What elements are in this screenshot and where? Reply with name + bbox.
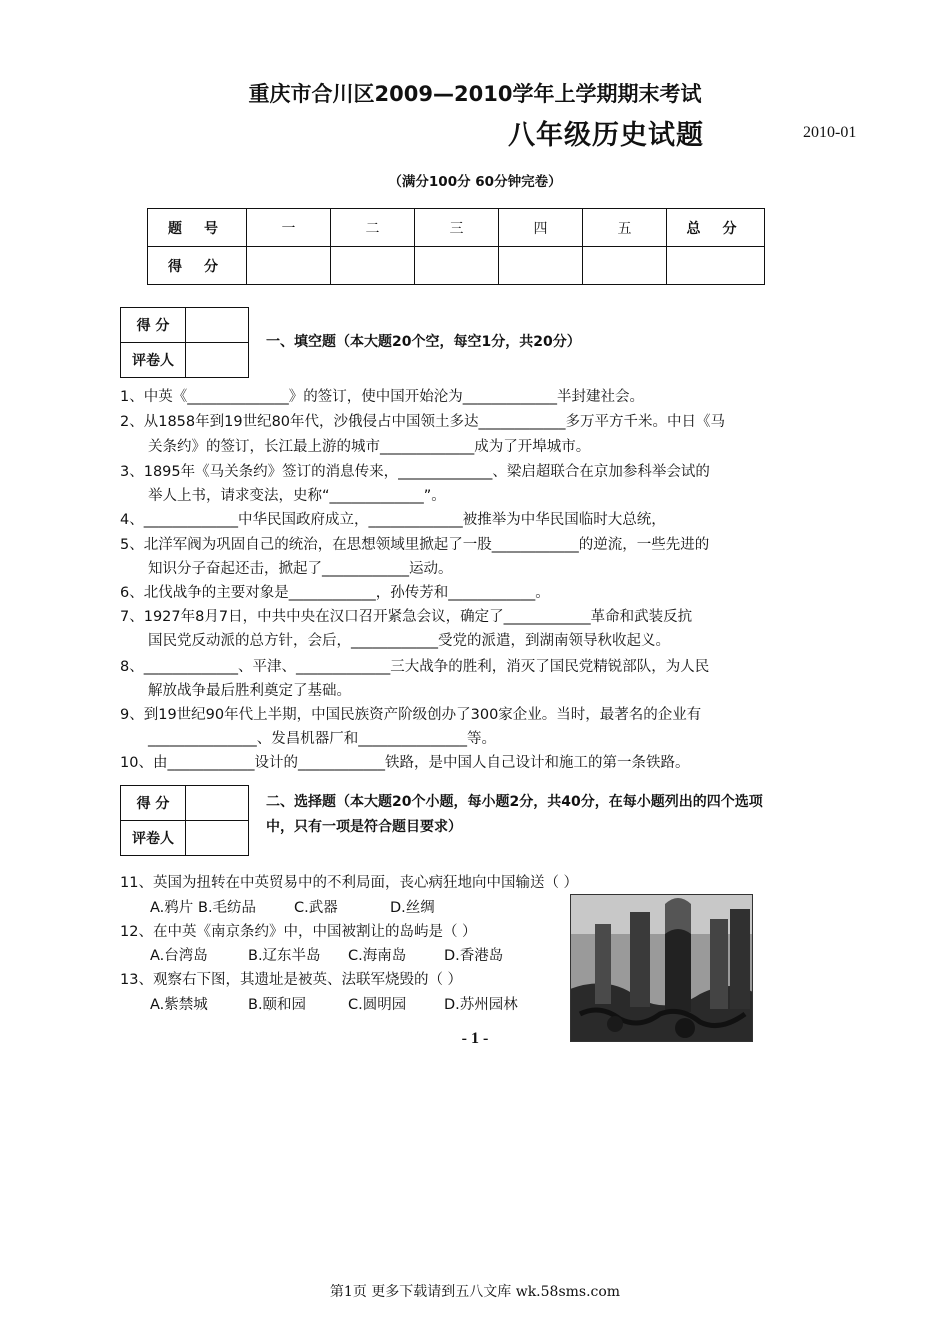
question-line: 举人上书，请求变法，史称“_____________”。 <box>148 488 446 504</box>
page-number: - 1 - <box>461 1030 489 1047</box>
question-line: 3、1895年《马关条约》签订的消息传来，_____________、梁启超联合在京加参科举会试的 <box>120 464 710 480</box>
question-line: 8、_____________、平津、_____________三大战争的胜利，消灭了国民党精锐部队，为人民 <box>120 659 710 675</box>
page-footer: 第1页 更多下载请到五八文库 wk.58sms.com <box>329 1284 621 1300</box>
score-table-score-row <box>148 247 765 285</box>
grader-box-input[interactable] <box>186 821 249 856</box>
score-table-header-row <box>148 209 765 247</box>
score-input-cell[interactable] <box>331 247 415 285</box>
question-line: 7、1927年8月7日，中共中央在汉口召开紧急会议，确定了____________革命和武装反抗 <box>120 609 693 625</box>
score-table-cell: 二 <box>331 209 415 247</box>
question-line: 10、由____________设计的____________铁路，是中国人自己设计和施工的第一条铁路。 <box>120 755 690 771</box>
grader-box-label: 评卷人 <box>121 343 186 378</box>
grader-box-input[interactable] <box>186 343 249 378</box>
question-line: 4、_____________中华民国政府成立，_____________被推举为中华民国临时大总统， <box>120 512 666 528</box>
score-input-cell[interactable] <box>583 247 667 285</box>
score-table-cell: 一 <box>247 209 331 247</box>
option-c[interactable]: C.圆明园 <box>348 997 407 1013</box>
score-table-cell: 三 <box>415 209 499 247</box>
question-line: 6、北伐战争的主要对象是____________，孙传芳和____________。 <box>120 585 550 601</box>
section1-heading: 一、填空题（本大题20个空，每空1分，共20分） <box>266 334 581 350</box>
score-table <box>147 208 765 285</box>
question-line: 国民党反动派的总方针，会后，____________受党的派遣，到湖南领导秋收起义。 <box>148 633 670 649</box>
score-input-cell[interactable] <box>499 247 583 285</box>
option-a[interactable]: A.鸦片 <box>150 900 194 916</box>
question-line: 2、从1858年到19世纪80年代，沙俄侵占中国领土多达____________多万平方千米。中日《马 <box>120 414 726 430</box>
question-line: 1、中英《______________》的签订，使中国开始沦为_____________半封建社会。 <box>120 389 644 405</box>
option-a[interactable]: A.紫禁城 <box>150 997 208 1013</box>
score-input-cell[interactable] <box>247 247 331 285</box>
full-score-note: （满分100分 60分钟完卷） <box>388 174 562 190</box>
score-table-cell: 得分 <box>148 247 247 285</box>
grader-box-label: 得 分 <box>121 786 186 821</box>
option-a[interactable]: A.台湾岛 <box>150 948 208 964</box>
option-b[interactable]: B.辽东半岛 <box>248 948 321 964</box>
option-d[interactable]: D.香港岛 <box>444 948 504 964</box>
question-line: 9、到19世纪90年代上半期，中国民族资产阶级创办了300家企业。当时，最著名的企业有 <box>120 707 702 723</box>
option-b[interactable]: B.颐和园 <box>248 997 307 1013</box>
option-b[interactable]: B.毛纺品 <box>198 900 257 916</box>
ruins-photo <box>570 894 753 1042</box>
grader-box-input[interactable] <box>186 786 249 821</box>
question-line: 5、北洋军阀为巩固自己的统治，在思想领域里掀起了一股____________的逆流，一些先进的 <box>120 537 710 553</box>
option-d[interactable]: D.丝绸 <box>390 900 435 916</box>
option-c[interactable]: C.武器 <box>294 900 338 916</box>
question-line: 知识分子奋起还击，掀起了____________运动。 <box>148 561 453 577</box>
score-table-cell: 题号 <box>148 209 247 247</box>
score-table-cell: 四 <box>499 209 583 247</box>
question-line: 解放战争最后胜利奠定了基础。 <box>148 683 351 699</box>
question-options <box>150 993 518 1014</box>
score-table-cell: 总分 <box>667 209 765 247</box>
exam-date: 2010-01 <box>803 124 857 141</box>
question-stem: 13、观察右下图，其遗址是被英、法联军烧毁的（ ） <box>120 972 463 988</box>
grader-box-label: 评卷人 <box>121 821 186 856</box>
grader-box-section2 <box>120 785 249 856</box>
question-line: _______________、发昌机器厂和_______________等。 <box>148 731 496 747</box>
grader-box-label: 得 分 <box>121 308 186 343</box>
option-c[interactable]: C.海南岛 <box>348 948 407 964</box>
score-input-cell[interactable] <box>667 247 765 285</box>
question-options <box>150 896 435 917</box>
question-options <box>150 944 503 965</box>
option-d[interactable]: D.苏州园林 <box>444 997 518 1013</box>
question-line: 关条约》的签订，长江最上游的城市_____________成为了开埠城市。 <box>148 439 591 455</box>
grader-box-input[interactable] <box>186 308 249 343</box>
question-stem: 12、在中英《南京条约》中，中国被割让的岛屿是（ ） <box>120 924 477 940</box>
score-table-cell: 五 <box>583 209 667 247</box>
exam-subtitle: 八年级历史试题 <box>508 120 704 151</box>
score-input-cell[interactable] <box>415 247 499 285</box>
question-stem: 11、英国为扭转在中英贸易中的不利局面，丧心病狂地向中国输送（ ） <box>120 875 579 891</box>
exam-title: 重庆市合川区2009—2010学年上学期期末考试 <box>248 82 702 106</box>
grader-box-section1 <box>120 307 249 378</box>
section2-heading: 二、选择题（本大题20个小题，每小题2分，共40分，在每小题列出的四个选项中，只有一项是符合题目要求） <box>266 794 763 835</box>
